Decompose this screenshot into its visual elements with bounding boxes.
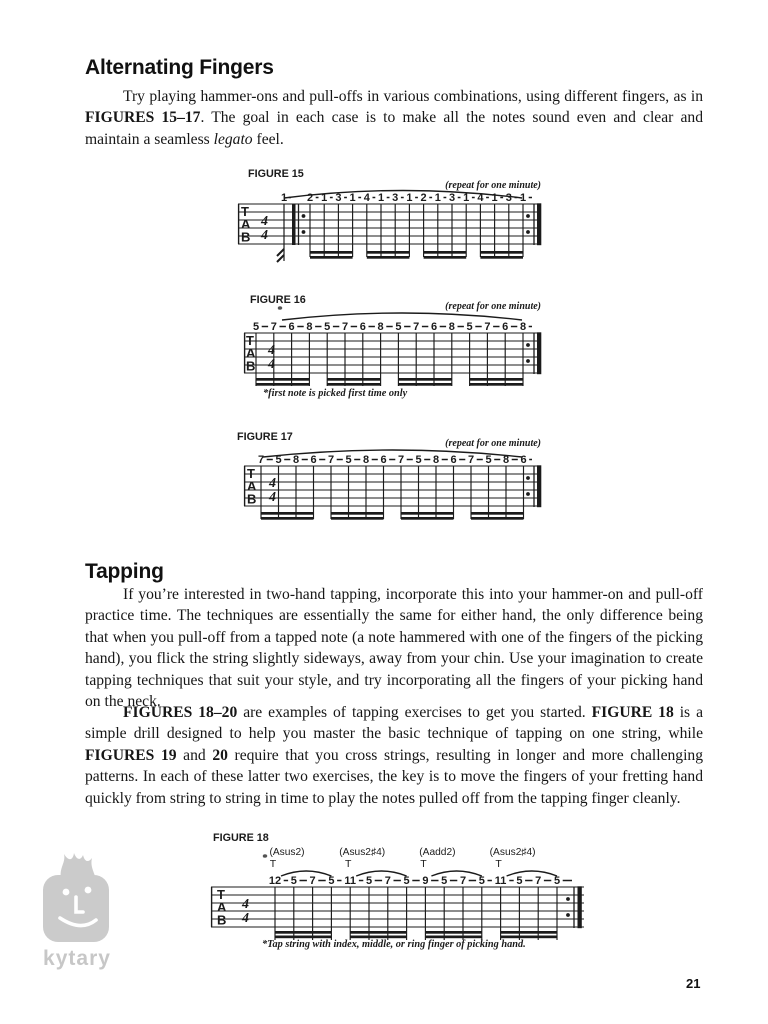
- tab-note-number: 7: [484, 321, 491, 333]
- tab-note-number: 8: [448, 321, 455, 333]
- figure-label: FIGURE 17: [237, 431, 293, 443]
- beam: [425, 936, 481, 939]
- repeat-annotation: (repeat for one minute): [445, 180, 541, 191]
- beam: [470, 383, 523, 386]
- figure-footnote: *Tap string with index, middle, or ring finger of picking hand.: [262, 939, 526, 950]
- figure-15-tab: [205, 156, 587, 280]
- beam: [470, 378, 523, 381]
- beam: [331, 512, 384, 515]
- eye-icon: [85, 887, 92, 894]
- tab-note-number: 5: [516, 875, 523, 887]
- tap-marker: T: [420, 858, 427, 870]
- text-segment: FIGURE 18: [591, 704, 674, 721]
- text-segment: FIGURES 18–20: [123, 704, 238, 721]
- time-signature-digit: 4: [261, 228, 268, 243]
- beam: [480, 256, 523, 259]
- tab-string-letter: B: [246, 358, 256, 374]
- tab-note-number: 5: [553, 875, 561, 887]
- tab-note-number: 5: [403, 875, 410, 887]
- end-thick-bar: [537, 465, 541, 507]
- beam: [398, 378, 451, 381]
- tab-note-number: 11: [494, 875, 507, 887]
- beam: [398, 383, 451, 386]
- tab-note-number: 8: [292, 454, 300, 466]
- tab-note-number: 5: [290, 875, 297, 887]
- tab-note-number: 1: [463, 192, 470, 204]
- text-segment: are examples of tapping exercises to get you started.: [237, 704, 592, 721]
- beam: [367, 251, 410, 254]
- tab-note-number: 7: [397, 454, 405, 466]
- slur-arc: [431, 871, 481, 876]
- tab-string-letter: T: [247, 466, 255, 481]
- beam: [256, 378, 309, 381]
- figure-16-tab: [205, 288, 587, 404]
- tab-note-number: 6: [502, 321, 509, 333]
- beam: [350, 931, 406, 934]
- beam: [367, 256, 410, 259]
- beam: [501, 936, 557, 939]
- beam: [327, 378, 380, 381]
- text-segment: and: [176, 746, 213, 764]
- tab-note-number: 7: [309, 875, 316, 887]
- beam: [425, 931, 481, 934]
- tab-note-number: 4: [363, 192, 370, 204]
- tab-string-letter: T: [241, 204, 249, 219]
- tab-note-number: 8: [432, 454, 440, 466]
- text-segment: legato: [213, 130, 253, 148]
- tab-note-number: 6: [430, 321, 438, 333]
- text-segment: feel.: [252, 130, 284, 148]
- tab-string-letter: T: [246, 333, 254, 348]
- tab-string-letter: B: [247, 491, 257, 507]
- tab-string-letter: B: [241, 229, 251, 245]
- tab-note-number: 8: [377, 321, 384, 333]
- tab-note-number: 5: [328, 875, 335, 887]
- slur-arc: [263, 450, 522, 457]
- tab-note-number: 9: [422, 875, 429, 887]
- beam: [424, 256, 467, 259]
- tap-marker: T: [269, 858, 277, 870]
- repeat-dot: [302, 214, 306, 218]
- beam: [471, 517, 524, 520]
- begin-repeat-thick-bar: [292, 204, 296, 246]
- tab-note-number: 7: [341, 321, 349, 333]
- tab-note-number: 8: [306, 321, 313, 333]
- beam: [480, 251, 523, 254]
- beam: [401, 512, 454, 515]
- repeat-dot: [566, 897, 570, 901]
- tab-note-number: 5: [441, 875, 448, 887]
- text-segment: If you’re interested in two-hand tapping, incorporate this into your hammer-on and pull-off practice time. The techniques are essentially the same for either hand, the only difference being that when you pull-off from a tapped note (a note hammered with one of the fingers of the picking hand), you flick the string slightly sideways, away from your chin. Use your imagination to create tapping techniques that suit your style, and try incorporating all the fingers of your picking hand on the neck.: [85, 586, 703, 711]
- tab-note-number: 5: [345, 454, 352, 466]
- eye-icon: [63, 889, 70, 896]
- tab-note-number: 5: [324, 321, 331, 333]
- repeat-dot: [566, 913, 570, 917]
- tab-note-number: 8: [519, 321, 527, 333]
- text-segment: 20: [212, 746, 228, 764]
- pickup-note-number: 1: [280, 192, 288, 204]
- time-signature-digit: 4: [269, 490, 276, 505]
- repeat-dot: [526, 476, 530, 480]
- repeat-annotation: (repeat for one minute): [445, 438, 541, 449]
- chord-label: (Asus2♯4): [489, 847, 536, 858]
- paragraph-tapping-1: [85, 584, 703, 712]
- tab-note-number: 1: [349, 192, 356, 204]
- repeat-annotation: (repeat for one minute): [445, 301, 541, 312]
- paragraph-tapping-2: [85, 702, 703, 809]
- tap-marker: T: [495, 858, 502, 870]
- tab-string-letter: T: [217, 887, 225, 902]
- tab-note-number: 5: [485, 454, 492, 466]
- repeat-dot: [526, 214, 530, 218]
- slur-arc: [281, 871, 331, 876]
- time-signature-digit: 4: [242, 897, 249, 912]
- tab-note-number: 7: [257, 454, 265, 466]
- tab-note-number: 1: [491, 192, 498, 204]
- tab-note-number: 1: [321, 192, 328, 204]
- beam: [256, 383, 309, 386]
- tab-note-number: 7: [467, 454, 475, 466]
- text-segment: require that you cross strings, resulting in longer and more challenging patterns. In each of these latter two exercises, the key is to move the fingers of your fretting hand quickly from string to string in time to play the notes pulled off from the tapping finger cleanly.: [85, 746, 704, 807]
- slur-arc: [282, 313, 522, 320]
- time-signature-digit: 4: [261, 214, 268, 229]
- beam: [501, 931, 557, 934]
- chord-label: (Asus2): [269, 847, 305, 858]
- text-segment: Try playing hammer-ons and pull-offs in various combinations, using different fingers, as in: [123, 88, 703, 105]
- beam: [261, 517, 314, 520]
- beam: [261, 512, 314, 515]
- tab-note-number: 7: [270, 321, 277, 333]
- tab-note-number: 5: [478, 875, 485, 887]
- tab-note-number: 6: [310, 454, 317, 466]
- tab-note-number: 1: [434, 192, 441, 204]
- repeat-dot: [302, 230, 306, 234]
- figure-label: FIGURE 15: [248, 168, 304, 180]
- kytary-watermark: [36, 850, 146, 975]
- tab-note-number: 11: [344, 875, 357, 887]
- tab-string-letter: A: [247, 478, 257, 494]
- tab-note-number: 6: [380, 454, 387, 466]
- page-number: 21: [686, 976, 701, 991]
- chord-label: (Asus2♯4): [339, 847, 386, 858]
- slur-arc: [507, 871, 557, 876]
- tab-note-number: 7: [384, 875, 391, 887]
- tab-note-number: 5: [365, 875, 373, 887]
- time-signature-digit: 4: [268, 357, 275, 372]
- tab-string-letter: A: [241, 216, 251, 232]
- beam: [401, 517, 454, 520]
- tab-note-number: 12: [268, 875, 282, 887]
- time-signature-digit: 4: [269, 476, 276, 491]
- repeat-dot: [526, 230, 530, 234]
- asterisk-marker: *: [277, 304, 283, 316]
- tab-note-number: 3: [505, 192, 512, 204]
- tab-note-number: 7: [459, 875, 467, 887]
- figure-18-tab: [198, 826, 600, 954]
- beam: [350, 936, 406, 939]
- tab-note-number: 7: [327, 454, 335, 466]
- beam: [424, 251, 467, 254]
- repeat-dot: [526, 492, 530, 496]
- tab-note-number: 8: [362, 454, 370, 466]
- tab-string-letter: B: [217, 912, 227, 928]
- beam: [310, 251, 353, 254]
- text-segment: FIGURES 19: [85, 746, 177, 764]
- tab-note-number: 6: [288, 321, 295, 333]
- tab-string-letter: A: [217, 899, 227, 915]
- text-segment: . The goal in each case is to make all the notes sound even and clear and maintain a seamless: [85, 109, 704, 148]
- text-segment: FIGURES 15–17: [85, 109, 201, 127]
- beam: [331, 517, 384, 520]
- section-heading-tapping: Tapping: [85, 560, 164, 583]
- tab-note-number: 6: [450, 454, 457, 466]
- asterisk-marker: *: [262, 852, 268, 864]
- tab-note-number: 3: [392, 192, 399, 204]
- figure-footnote: *first note is picked first time only: [263, 388, 408, 399]
- end-thick-bar: [578, 886, 582, 928]
- repeat-dot: [526, 343, 530, 347]
- figure-label: FIGURE 16: [250, 294, 306, 306]
- end-thick-bar: [537, 332, 541, 374]
- tab-note-number: 7: [535, 875, 542, 887]
- beam: [327, 383, 380, 386]
- tab-note-number: 2: [420, 192, 427, 204]
- tab-note-number: 5: [466, 321, 473, 333]
- tab-note-number: 6: [520, 454, 527, 466]
- figure-17-tab: [205, 424, 587, 530]
- beam: [275, 936, 331, 939]
- tab-note-number: 5: [415, 454, 422, 466]
- paragraph-alternating: [85, 86, 703, 150]
- tab-note-number: 1: [406, 192, 413, 204]
- tab-note-number: 7: [413, 321, 420, 333]
- beam: [275, 931, 331, 934]
- section-heading-alternating-fingers: Alternating Fingers: [85, 56, 274, 79]
- tab-note-number: 3: [335, 192, 342, 204]
- beam: [310, 256, 353, 259]
- tab-note-number: 2: [306, 192, 314, 204]
- repeat-dot: [526, 359, 530, 363]
- tab-note-number: 4: [477, 192, 484, 204]
- tab-note-number: 1: [377, 192, 385, 204]
- tab-note-number: 5: [395, 321, 402, 333]
- beam: [471, 512, 524, 515]
- tab-string-letter: A: [246, 345, 256, 361]
- tap-marker: T: [344, 858, 352, 870]
- chord-label: (Aadd2): [419, 847, 456, 858]
- tab-note-number: 3: [448, 192, 456, 204]
- tab-note-number: 6: [359, 321, 366, 333]
- tab-note-number: 5: [252, 321, 260, 333]
- tab-note-number: 1: [519, 192, 527, 204]
- watermark-brand-text: kytary: [43, 947, 111, 970]
- time-signature-digit: 4: [242, 911, 249, 926]
- time-signature-digit: 4: [268, 343, 275, 358]
- figure-label: FIGURE 18: [213, 832, 269, 844]
- slur-arc: [356, 871, 406, 876]
- tab-note-number: 8: [502, 454, 510, 466]
- text-segment: is a simple drill designed to help you master the basic technique of tapping on one string, while: [85, 704, 703, 743]
- end-thick-bar: [537, 203, 541, 245]
- tab-note-number: 5: [275, 454, 282, 466]
